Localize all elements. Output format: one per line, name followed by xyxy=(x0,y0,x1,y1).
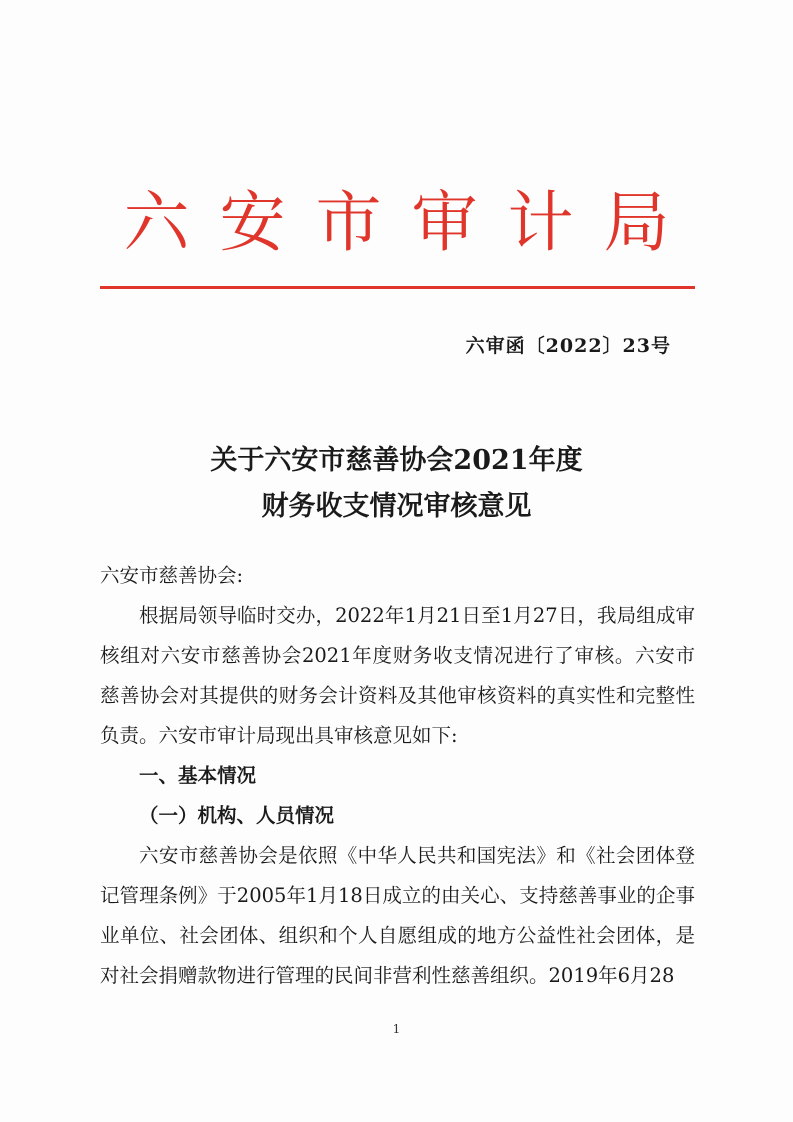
salutation: 六安市慈善协会: xyxy=(100,564,244,587)
title-line-2: 财务收支情况审核意见 xyxy=(261,491,532,522)
document-body xyxy=(100,556,695,996)
document-number: 六审函〔2022〕23号 xyxy=(465,335,671,357)
paragraph-intro: 根据局领导临时交办，2022年1月21日至1月27日，我局组成审核组对六安市慈善协会2021年度财务收支情况进行了审核。六安市慈善协会对其提供的财务会计资料及其他审核资料的真实性和完整性负责。六安市审计局现出具审核意见如下: xyxy=(100,604,695,747)
page-number: 1 xyxy=(392,1022,401,1036)
document-title xyxy=(0,438,793,530)
masthead-title: 六安市审计局 xyxy=(123,184,700,261)
subsection-heading-organization: （一）机构、人员情况 xyxy=(139,804,335,827)
title-line-1: 关于六安市慈善协会2021年度 xyxy=(210,445,583,476)
section-heading-basic-info: 一、基本情况 xyxy=(139,764,257,787)
paragraph-organization: 六安市慈善协会是依照《中华人民共和国宪法》和《社会团体登记管理条例》于2005年1月18日成立的由关心、支持慈善事业的企事业单位、社会团体、组织和个人自愿组成的地方公益性社会团体，是对社会捐赠款物进行管理的民间非营利性慈善组织。2019年6月28 xyxy=(100,844,695,987)
red-header-rule xyxy=(100,286,695,289)
